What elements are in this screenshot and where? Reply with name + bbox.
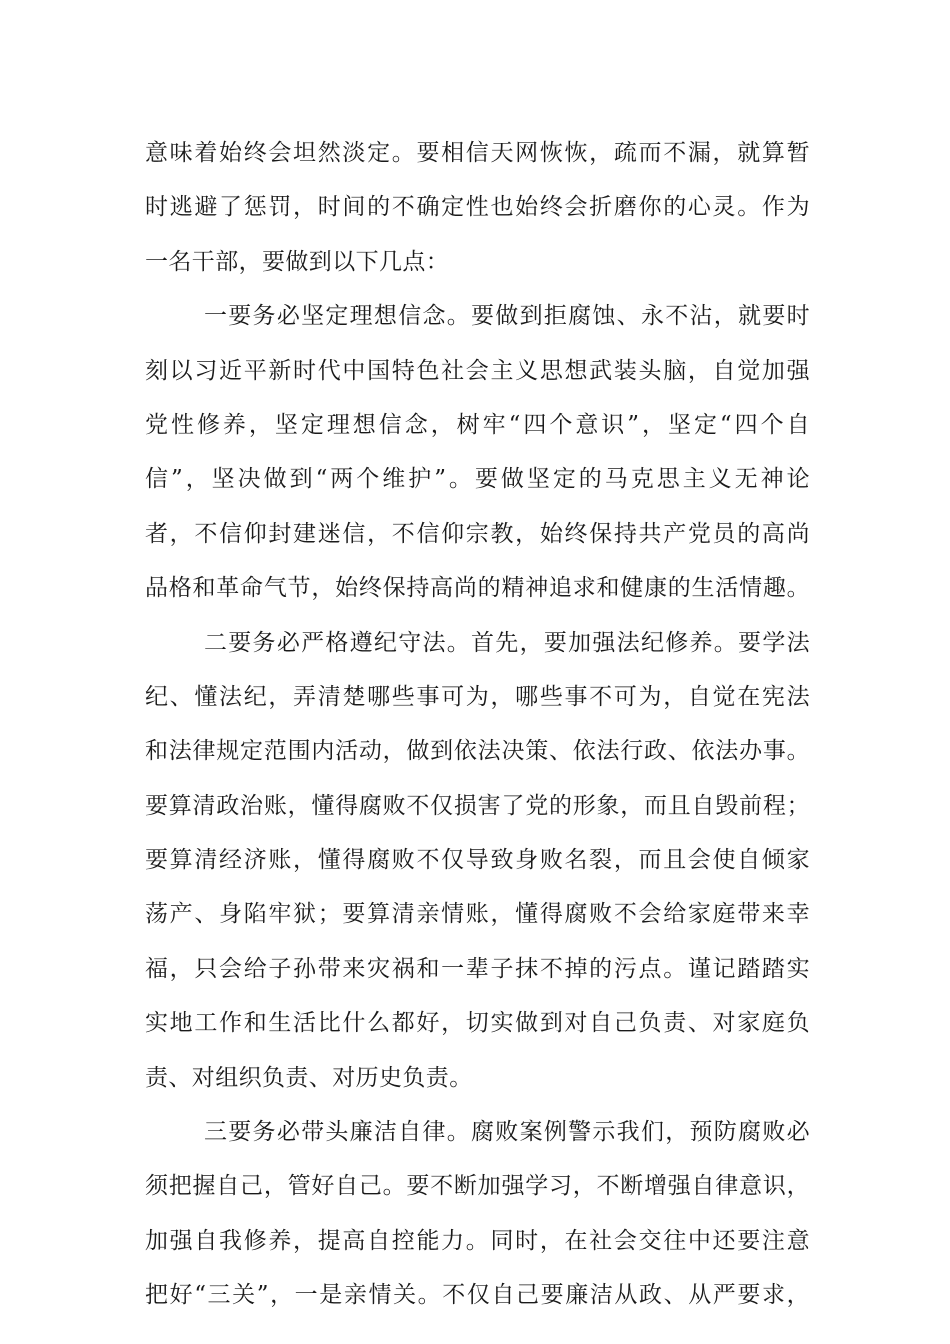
text-line: 意味着始终会坦然淡定。要相信天网恢恢，疏而不漏，就算暂: [145, 140, 810, 166]
text-line: 要算清经济账，懂得腐败不仅导致身败名裂，而且会使自倾家: [145, 847, 810, 874]
text-line: 和法律规定范围内活动，做到依法决策、依法行政、依法办事。: [145, 738, 810, 765]
text-line: 把好“三关”，一是亲情关。不仅自己要廉洁从政、从严要求，: [145, 1282, 810, 1309]
text-line: 福，只会给子孙带来灾祸和一辈子抹不掉的污点。谨记踏踏实: [145, 955, 810, 982]
text-line: 须把握自己，管好自己。要不断加强学习，不断增强自律意识，: [145, 1173, 810, 1200]
text-line: 信”，坚决做到“两个维护”。要做坚定的马克思主义无神论: [145, 466, 810, 493]
text-line: 一名干部，要做到以下几点：: [145, 248, 450, 275]
paragraph-first-line: 三要务必带头廉洁自律。腐败案例警示我们，预防腐败必: [204, 1119, 810, 1146]
text-line: 时逃避了惩罚，时间的不确定性也始终会折磨你的心灵。作为: [145, 194, 810, 221]
text-line: 荡产、身陷牢狱；要算清亲情账，懂得腐败不会给家庭带来幸: [145, 901, 810, 928]
paragraph-first-line: 一要务必坚定理想信念。要做到拒腐蚀、永不沾，就要时: [204, 303, 810, 330]
text-line: 实地工作和生活比什么都好，切实做到对自己负责、对家庭负: [145, 1010, 810, 1037]
text-line: 责、对组织负责、对历史负责。: [145, 1064, 473, 1091]
text-line: 要算清政治账，懂得腐败不仅损害了党的形象，而且自毁前程；: [145, 792, 810, 819]
text-line: 党性修养，坚定理想信念，树牢“四个意识”，坚定“四个自: [145, 411, 810, 438]
text-line: 纪、懂法纪，弄清楚哪些事可为，哪些事不可为，自觉在宪法: [145, 683, 810, 710]
text-line: 者，不信仰封建迷信，不信仰宗教，始终保持共产党员的高尚: [145, 520, 810, 547]
paragraph-first-line: 二要务必严格遵纪守法。首先，要加强法纪修养。要学法: [204, 629, 810, 656]
body-text: [145, 126, 810, 1323]
text-line: 刻以习近平新时代中国特色社会主义思想武装头脑，自觉加强: [145, 357, 810, 384]
text-line: 品格和革命气节，始终保持高尚的精神追求和健康的生活情趣。: [145, 575, 810, 602]
text-line: 加强自我修养，提高自控能力。同时，在社会交往中还要注意: [145, 1227, 810, 1254]
